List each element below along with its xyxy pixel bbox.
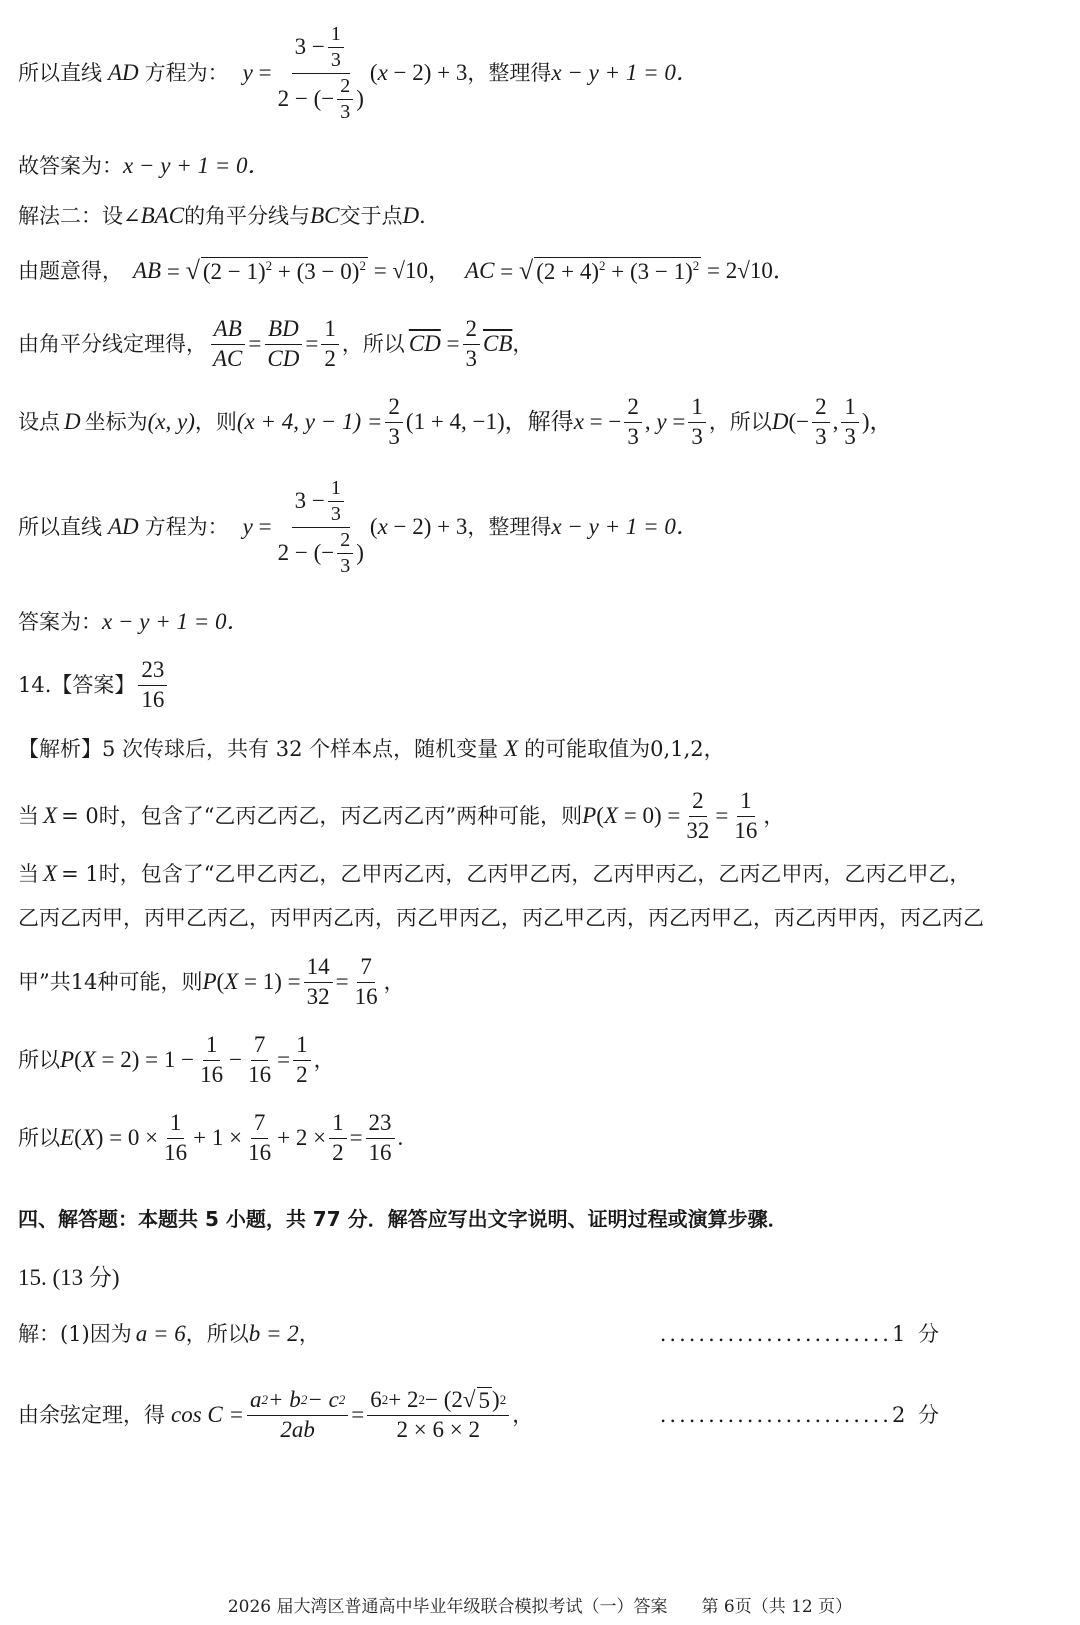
q15-step-1: 解：(1)因为 a = 6 ，所以 b = 2 ， ........................1 分 [18,1321,942,1347]
line-method-2: 解法二：设∠ BAC 的角平分线与 BC 交于点 D ． [18,203,441,229]
line-x-equals-1: 当 X = 1时，包含了“乙甲乙丙乙，乙甲丙乙丙，乙丙甲乙丙，乙丙甲丙乙，乙丙乙甲丙，乙丙乙甲乙， [18,861,971,887]
line-x-equals-1-cont: 乙丙乙丙甲，丙甲乙丙乙，丙甲丙乙丙，丙乙甲丙乙，丙乙甲乙丙，丙乙丙甲乙，丙乙丙甲丙，丙乙丙乙 [18,906,984,930]
line-bisector-theorem: 由角平分线定理得， $\frac{AB}{AC}$ = $\frac{BD}{CD}$ = $\frac{1}{2}$ ，所以 $\overline{CD}$ = $\frac{2}{3}$ $\overline{CB}$ ， [18,316,534,371]
line-point-d: 设点 D 坐标为 (x, y) ，则 (x + 4, y − 1) = $\frac{2}{3}$ (1 + 4, −1)，解得 x = − $\frac{2}{3}$ , y = $\frac{1}{3}$ ，所以 D(− $\frac{2}{3}$ , $\frac{1}{3}$ )， [18,394,893,449]
line-expectation: 所以 E(X) = 0 × $\frac{1}{16}$ + 1 × $\frac{7}{16}$ + 2 × $\frac{1}{2}$ = $\frac{23}{16}$ . [18,1110,404,1165]
section-4-heading: 四、解答题：本题共 5 小题，共 77 分．解答应写出文字说明、证明过程或演算步骤． [18,1207,788,1231]
q14-answer: 14.【答案】 $\frac{23}{16}$ [18,652,1060,718]
line-p-x-2: 所以 P(X = 2) = 1 − $\frac{1}{16}$ − $\frac{7}{16}$ = $\frac{1}{2}$ ， [18,1032,335,1087]
line-answer-1: 故答案为： x − y + 1 = 0． [18,153,271,179]
line-p-x-1: 甲”共14种可能，则 P(X = 1) = $\frac{14}{32}$ = $\frac{7}{16}$ ， [18,954,405,1009]
line-answer-2: 答案为： x − y + 1 = 0． [18,609,250,635]
line-ad-equation-2: 所以直线 AD 方程为： y = 3 − $\frac{1}{3}$ 2 − (− $\frac{2}{3}$ ) (x − 2) + 3 ，整理得 x − y + 1 = 0． [18,476,699,577]
line-lengths: 由题意得， AB = √ $(2 - 1)^2 + (3 - 0)^2$ = √10， AC = √ $(2 + 4)^2 + (3 - 1)^2$ = 2√10． [18,256,796,285]
q15-title: 15. (13 分) [18,1265,120,1290]
q14-analysis: 【解析】5 次传球后，共有 32 个样本点，随机变量 X 的可能取值为0,1,2， [18,736,725,762]
page-footer: 2026 届大湾区普通高中毕业年级联合模拟考试（一）答案 第 6页（共 12 页） [227,1597,853,1617]
line-x-equals-0: 当 X = 0时，包含了“乙丙乙丙乙，丙乙丙乙丙”两种可能，则 P(X = 0) = $\frac{2}{32}$ = $\frac{1}{16}$ ， [18,788,785,843]
q15-step-2: 由余弦定理，得 cos C = a 2 + b 2 − c 2 2ab = 6 2 + 2 2 − (2√ 5 ) 2 2 × 6 × 2 ， ........................2 分 [18,1387,942,1442]
line-ad-equation-1: 所以直线 AD 方程为： y = 3 − $\frac{1}{3}$ 2 − (− $\frac{2}{3}$ ) (x − 2) + 3 ，整理得 x − y + 1 = 0． [18,22,699,123]
